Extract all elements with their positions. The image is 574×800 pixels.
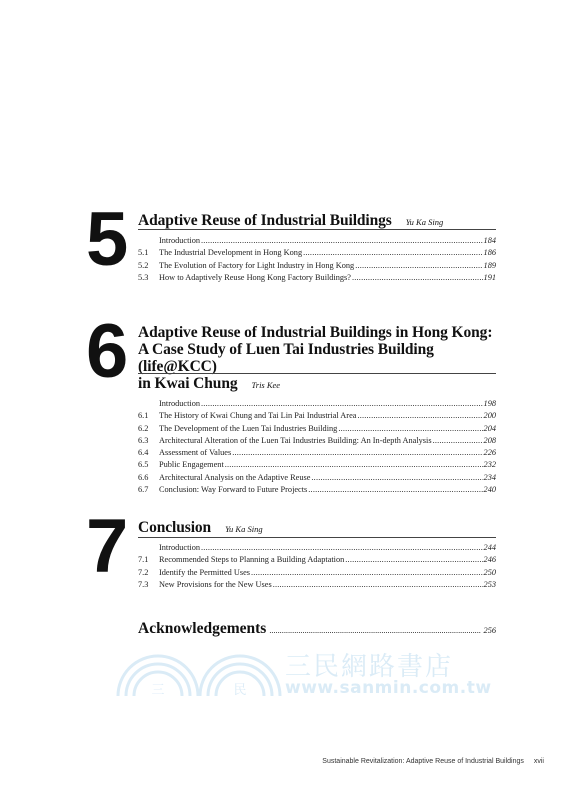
watermark: [112, 640, 492, 700]
toc-entry-label: The Industrial Development in Hong Kong: [159, 248, 303, 258]
toc-list: [138, 235, 496, 284]
toc-entry[interactable]: [138, 410, 496, 422]
toc-entry-label: Introduction: [159, 236, 201, 245]
running-title: Sustainable Revitalization: Adaptive Reuse of Industrial Buildings: [322, 758, 524, 765]
dot-leader: [303, 247, 482, 259]
toc-entry-label: Architectural Alteration of the Luen Tai Industries Building: An In-depth Analysis: [159, 435, 432, 445]
dot-leader: [355, 260, 482, 272]
toc-entry-page: 191: [483, 272, 496, 282]
dot-leader: [311, 472, 482, 484]
toc-entry[interactable]: [138, 484, 496, 496]
toc-entry-page: 208: [483, 435, 496, 445]
watermark-logo-icon: [112, 640, 287, 700]
dot-leader: [201, 235, 483, 247]
chapter-author: Tris Kee: [251, 380, 281, 390]
toc-entry[interactable]: [138, 472, 496, 484]
chapter-body: [138, 212, 496, 284]
acknowledgements-title: Acknowledgements: [138, 620, 267, 637]
toc-entry-page: 253: [483, 579, 496, 589]
chapter-author: Yu Ka Sing: [405, 217, 444, 227]
page-number: xvii: [533, 758, 544, 765]
toc-entry-number: 5.2: [138, 260, 149, 270]
toc-entry-label: How to Adaptively Reuse Hong Kong Factory Buildings?: [159, 272, 351, 282]
toc-entry[interactable]: [138, 542, 496, 554]
toc-entry-page: 198: [483, 399, 496, 408]
toc-entry-number: 7.3: [138, 579, 149, 589]
watermark-store-name: 三民網路書店: [285, 652, 454, 682]
section-divider: [138, 229, 496, 230]
toc-entry[interactable]: [138, 459, 496, 471]
dot-leader: [433, 435, 483, 447]
dot-leader: [225, 459, 483, 471]
toc-entry-page: 234: [483, 472, 496, 482]
toc-list: [138, 542, 496, 591]
toc-entry-label: New Provisions for the New Uses: [159, 579, 272, 589]
toc-entry-number: 6.5: [138, 460, 149, 470]
watermark-logo-char: 三: [151, 683, 165, 698]
watermark-url: www.sanmin.com.tw: [285, 678, 492, 698]
toc-entry[interactable]: [138, 554, 496, 566]
dot-leader: [232, 447, 482, 459]
dot-leader: [269, 626, 480, 635]
toc-entry-page: 186: [483, 248, 496, 258]
chapter-body: [138, 519, 496, 591]
dot-leader: [338, 423, 482, 435]
toc-entry-label: Recommended Steps to Planning a Building Adaptation: [159, 555, 345, 565]
toc-entry-page: 240: [483, 485, 496, 495]
toc-entry[interactable]: [138, 272, 496, 284]
chapter-author: Yu Ka Sing: [225, 524, 263, 534]
toc-entry[interactable]: [138, 423, 496, 435]
toc-entry[interactable]: [138, 447, 496, 459]
chapter-title-line: Adaptive Reuse of Industrial Buildings in Hong Kong:: [138, 324, 493, 341]
dot-leader: [273, 579, 483, 591]
toc-entry-label: Architectural Analysis on the Adaptive Reuse: [159, 472, 311, 482]
toc-entry-number: 6.3: [138, 435, 149, 445]
dot-leader: [251, 567, 483, 579]
toc-entry-label: The Development of the Luen Tai Industries Building: [159, 423, 338, 433]
toc-entry-number: 5.3: [138, 272, 149, 282]
toc-entry[interactable]: [138, 235, 496, 247]
toc-entry-label: Assessment of Values: [159, 448, 232, 458]
acknowledgements-page: 256: [483, 626, 496, 635]
chapter-number: 6: [86, 309, 129, 394]
toc-entry-label: Introduction: [159, 543, 201, 552]
dot-leader: [201, 398, 483, 410]
toc-entry[interactable]: [138, 260, 496, 272]
dot-leader: [308, 484, 482, 496]
toc-entry[interactable]: [138, 247, 496, 259]
toc-entry-label: Identify the Permitted Uses: [159, 567, 251, 577]
chapter-number: 5: [86, 197, 129, 282]
toc-entry-page: 226: [483, 448, 496, 458]
section-divider: [138, 373, 496, 374]
toc-entry-page: 189: [483, 260, 496, 270]
toc-entry-number: 7.2: [138, 567, 149, 577]
chapter-title: [138, 324, 496, 394]
toc-entry-label: Public Engagement: [159, 460, 224, 470]
page-footer: [300, 758, 544, 765]
toc-entry[interactable]: [138, 435, 496, 447]
toc-entry-label: Introduction: [159, 399, 201, 408]
chapter-title-line: in Kwai Chung: [138, 375, 238, 392]
dot-leader: [352, 272, 483, 284]
toc-entry-page: 246: [483, 555, 496, 565]
acknowledgements-entry[interactable]: [138, 620, 496, 638]
toc-entry-page: 232: [483, 460, 496, 470]
toc-list: [138, 398, 496, 496]
toc-entry[interactable]: [138, 398, 496, 410]
toc-entry-number: 6.6: [138, 472, 149, 482]
chapter-body: [138, 324, 496, 496]
toc-entry-number: 7.1: [138, 555, 149, 565]
toc-entry-number: 6.2: [138, 423, 149, 433]
dot-leader: [345, 554, 482, 566]
section-divider: [138, 537, 496, 538]
chapter-title-line: A Case Study of Luen Tai Industries Building (life@KCC): [138, 341, 434, 375]
chapter-title-line: Conclusion: [138, 519, 212, 536]
toc-entry-number: 6.1: [138, 411, 149, 421]
toc-entry[interactable]: [138, 567, 496, 579]
toc-entry[interactable]: [138, 579, 496, 591]
toc-entry-label: The Evolution of Factory for Light Industry in Hong Kong: [159, 260, 355, 270]
dot-leader: [357, 410, 482, 422]
toc-entry-label: The History of Kwai Chung and Tai Lin Pai Industrial Area: [159, 411, 357, 421]
chapter-title-line: Adaptive Reuse of Industrial Buildings: [138, 212, 392, 229]
watermark-logo-char: 民: [233, 683, 247, 698]
toc-entry-page: 200: [483, 411, 496, 421]
toc-entry-number: 6.4: [138, 448, 149, 458]
toc-entry-page: 250: [483, 567, 496, 577]
toc-entry-label: Conclusion: Way Forward to Future Projects: [159, 485, 308, 495]
chapter-number: 7: [86, 504, 129, 589]
toc-entry-number: 6.7: [138, 485, 149, 495]
dot-leader: [201, 542, 483, 554]
toc-entry-page: 204: [483, 423, 496, 433]
toc-entry-page: 244: [483, 543, 496, 552]
toc-entry-number: 5.1: [138, 248, 149, 258]
chapter-title: [138, 519, 496, 538]
toc-entry-page: 184: [483, 236, 496, 245]
